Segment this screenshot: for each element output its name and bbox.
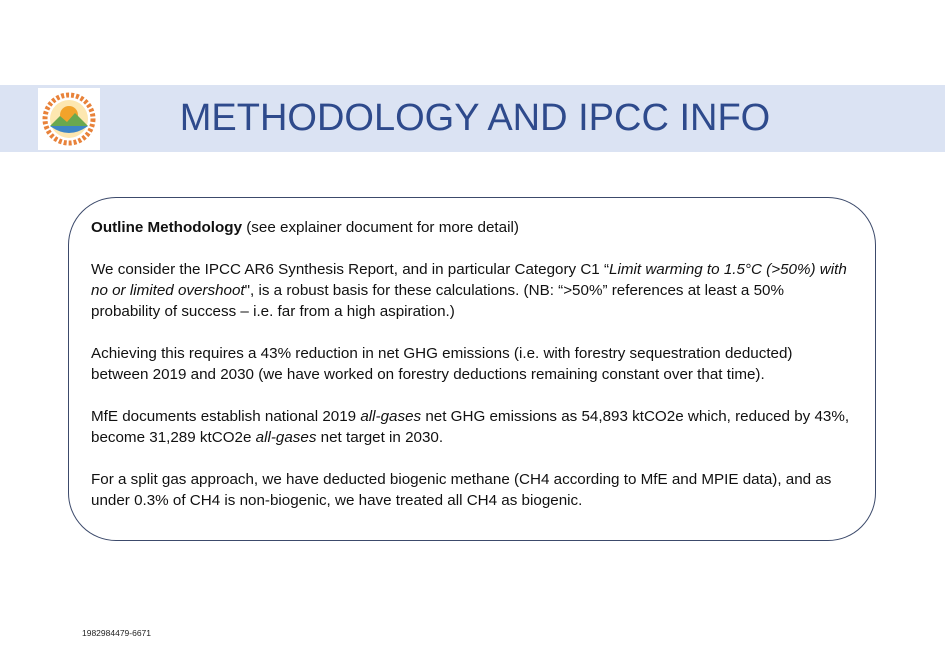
paragraph-split-gas: For a split gas approach, we have deducted biogenic methane (CH4 according to MfE and MPIE data), and as under 0.3% of CH4 is non-biogenic, we have treated all CH4 as biogenic. [91, 471, 832, 509]
para1-italic-1: Limit warming to 1.5°C (>50%) with no or limited overshoot [91, 261, 847, 299]
page-title: METHODOLOGY AND IPCC INFO [179, 97, 771, 139]
heading-bold-text: Outline Methodology [91, 219, 243, 236]
nelson-tasman-climate-forum-logo-icon [38, 88, 100, 150]
para3-text-3: net target in 2030. [316, 429, 444, 446]
para3-italic-1: all-gases [360, 408, 422, 425]
footer-document-id: 1982984479-6671 [82, 628, 152, 638]
methodology-heading [91, 217, 853, 238]
para1-text-2: ", is a robust basis for these calculations. (NB: “>50%” references at least a 50% probability of success – i.e. far from a high aspiration.) [91, 282, 784, 320]
heading-rest-text: (see explainer document for more detail) [242, 219, 519, 236]
paragraph-ipcc-basis [91, 259, 853, 322]
para3-text-2: net GHG emissions as 54,893 ktCO2e which, reduced by 43%, become 31,289 ktCO2e [91, 408, 850, 446]
para1-text-1: We consider the IPCC AR6 Synthesis Report, and in particular Category C1 “ [91, 261, 610, 278]
para3-text-1: MfE documents establish national 2019 [91, 408, 361, 425]
paragraph-reduction: Achieving this requires a 43% reduction in net GHG emissions (i.e. with forestry sequestration deducted) between 2019 and 2030 (we have worked on forestry deductions remaining constant over that time). [91, 345, 793, 383]
paragraph-mfe-documents [91, 406, 853, 448]
para3-italic-2: all-gases [255, 429, 317, 446]
logo [38, 88, 100, 150]
methodology-content-box [68, 197, 876, 541]
